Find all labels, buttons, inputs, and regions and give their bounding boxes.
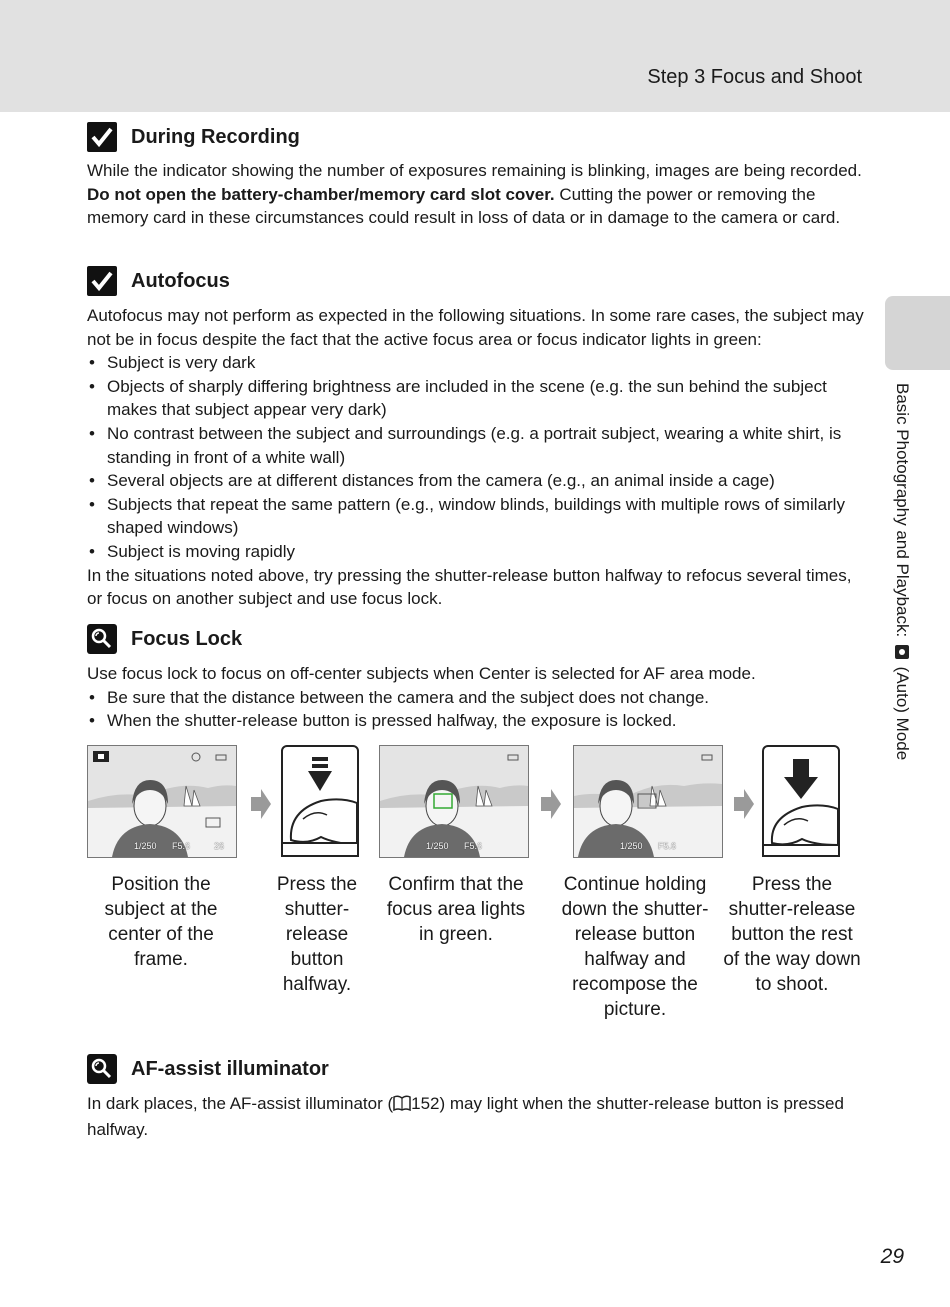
section-autofocus [87, 263, 865, 611]
section-intro: Autofocus may not perform as expected in the following situations. In some rare cases, the subject may not be in focus despite the fact that the active focus area or focus indicator lights in green: [87, 306, 864, 349]
check-icon [87, 122, 117, 152]
step-caption: Confirm that the focus area lights in green. [386, 874, 526, 945]
book-icon [393, 1094, 411, 1118]
section-title: AF-assist illuminator [131, 1057, 329, 1080]
shutter-readout: 1/250 [620, 841, 643, 851]
aperture-readout: F5.6 [172, 841, 191, 851]
section-title: Autofocus [131, 269, 230, 292]
header-band [0, 0, 950, 112]
shutter-readout: 1/250 [426, 841, 449, 851]
camera-icon [895, 645, 909, 659]
bullet-list [87, 686, 865, 733]
aperture-readout: F5.6 [464, 841, 483, 851]
step-caption: Press the shutter-release button the rest of the way down to shoot. [723, 874, 861, 995]
section-heading [87, 1051, 865, 1087]
camera-screen-centered [87, 745, 237, 858]
section-body [87, 1092, 865, 1141]
list-item: • Be sure that the distance between the camera and the subject does not change. [87, 686, 865, 710]
page-number: 29 [880, 1245, 904, 1268]
step-caption: Press the shutter-release button halfway. [276, 874, 358, 995]
shutter-readout: 1/250 [134, 841, 157, 851]
focus-lock-steps [87, 745, 863, 1025]
exposures-remaining: 26 [214, 841, 225, 851]
section-during-recording [87, 119, 865, 230]
section-focus-lock [87, 621, 865, 733]
body-text: In dark places, the AF-assist illuminator ( [87, 1094, 394, 1113]
body-text: Cutting the power or removing the memory card in these circumstances could result in loss of data or in damage to the camera or card. [87, 184, 841, 228]
shutter-full-press-illustration [762, 745, 840, 857]
page-header-title: Step 3 Focus and Shoot [647, 66, 862, 88]
list-item: • Subject is moving rapidly [87, 540, 865, 564]
list-item: • Subjects that repeat the same pattern (e.g., window blinds, buildings with multiple rows of similarly shaped windows) [87, 493, 865, 540]
section-af-assist [87, 1051, 865, 1141]
section-title: Focus Lock [131, 627, 243, 650]
section-title: During Recording [131, 125, 300, 148]
list-item: • No contrast between the subject and surroundings (e.g. a portrait subject, wearing a white shirt, is standing in front of a white wall) [87, 422, 865, 469]
body-text: While the indicator showing the number of exposures remaining is blinking, images are being recorded. [87, 161, 862, 180]
next-arrow-icon [251, 789, 271, 819]
shutter-half-press-illustration [281, 745, 359, 857]
section-outro: In the situations noted above, try pressing the shutter-release button halfway to refocus several times, or focus on another subject and use focus lock. [87, 565, 852, 609]
step-caption: Position the subject at the center of the frame. [104, 874, 218, 970]
warning-text: Do not open the battery-chamber/memory card slot cover. [87, 184, 555, 204]
list-item: • When the shutter-release button is pressed halfway, the exposure is locked. [87, 709, 865, 733]
chapter-label [892, 383, 912, 760]
link-text[interactable]: 152) may light when the shutter-release button is pressed halfway. [87, 1094, 844, 1139]
section-body [87, 159, 865, 230]
section-heading [87, 621, 865, 657]
list-item: • Objects of sharply differing brightness are included in the scene (e.g. the sun behind the subject makes that subject appear very dark) [87, 375, 865, 422]
next-arrow-icon [541, 789, 561, 819]
chapter-label-mode: (Auto) Mode [893, 661, 912, 761]
chapter-label-text: Basic Photography and Playback: [893, 383, 912, 642]
chapter-tab [885, 296, 950, 370]
section-intro: Use focus lock to focus on off-center subjects when Center is selected for AF area mode. [87, 664, 756, 683]
next-arrow-icon [734, 789, 754, 819]
camera-screen-recomposed [573, 745, 723, 858]
section-heading [87, 119, 865, 155]
step-caption: Continue holding down the shutter-release button halfway and recompose the picture. [561, 874, 709, 1020]
list-item: • Subject is very dark [87, 351, 865, 375]
section-heading [87, 263, 865, 299]
camera-screen-focus-confirmed [379, 745, 529, 858]
check-icon [87, 266, 117, 296]
list-item: • Several objects are at different distances from the camera (e.g., an animal inside a cage) [87, 469, 865, 493]
bullet-list [87, 351, 865, 563]
tip-icon [87, 624, 117, 654]
aperture-readout: F5.6 [658, 841, 677, 851]
tip-icon [87, 1054, 117, 1084]
